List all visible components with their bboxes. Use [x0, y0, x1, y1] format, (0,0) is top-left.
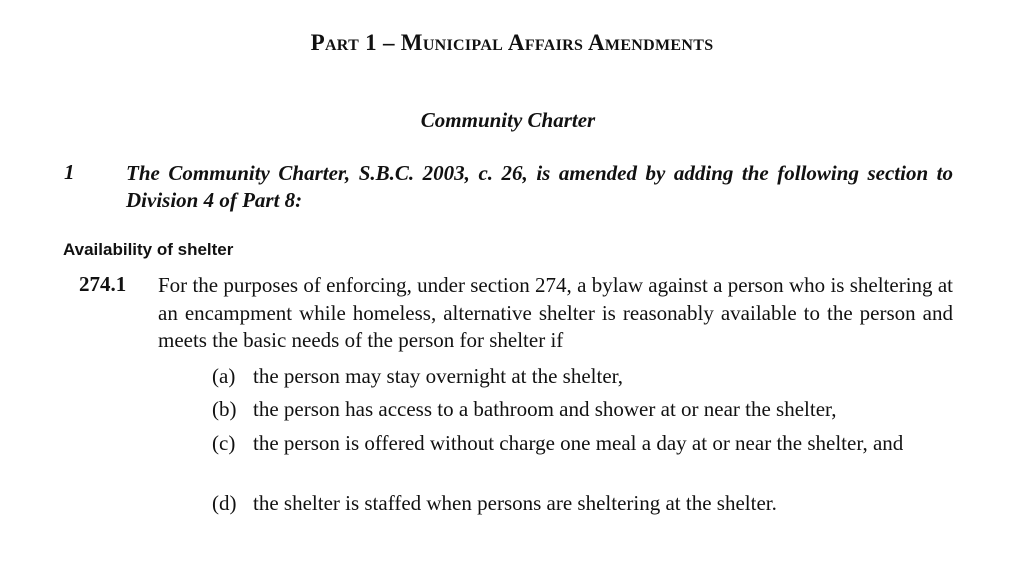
section-heading: Availability of shelter	[63, 240, 234, 259]
paragraph-label: (c)	[212, 431, 236, 455]
section-text: For the purposes of enforcing, under section 274, a bylaw against a person who is sheltering at an encampment while homeless, alternative shelter is reasonably available to the person and meets the basic needs of the person for shelter if	[158, 273, 953, 352]
paragraph-label: (a)	[212, 364, 236, 388]
paragraph-a	[212, 363, 954, 390]
act-title: Community Charter	[420, 108, 596, 132]
paragraph-label: (b)	[212, 397, 237, 421]
paragraph-text: the person may stay overnight at the shelter,	[253, 364, 624, 388]
paragraph-text: the person is offered without charge one meal a day at or near the shelter, and	[253, 431, 904, 455]
paragraph-label: (d)	[212, 491, 237, 515]
paragraph-text: the shelter is staffed when persons are sheltering at the shelter.	[253, 491, 777, 515]
paragraph-d	[212, 490, 954, 517]
paragraph-c	[212, 430, 954, 457]
section-number: 274.1	[79, 272, 127, 296]
amendment-text: The Community Charter, S.B.C. 2003, c. 26, is amended by adding the following section to Division 4 of Part 8:	[126, 161, 953, 212]
part-heading: Part 1 – Municipal Affairs Amendments	[310, 30, 714, 55]
paragraph-b	[212, 396, 954, 423]
paragraph-text: the person has access to a bathroom and shower at or near the shelter,	[253, 397, 837, 421]
amendment-number: 1	[64, 160, 75, 184]
